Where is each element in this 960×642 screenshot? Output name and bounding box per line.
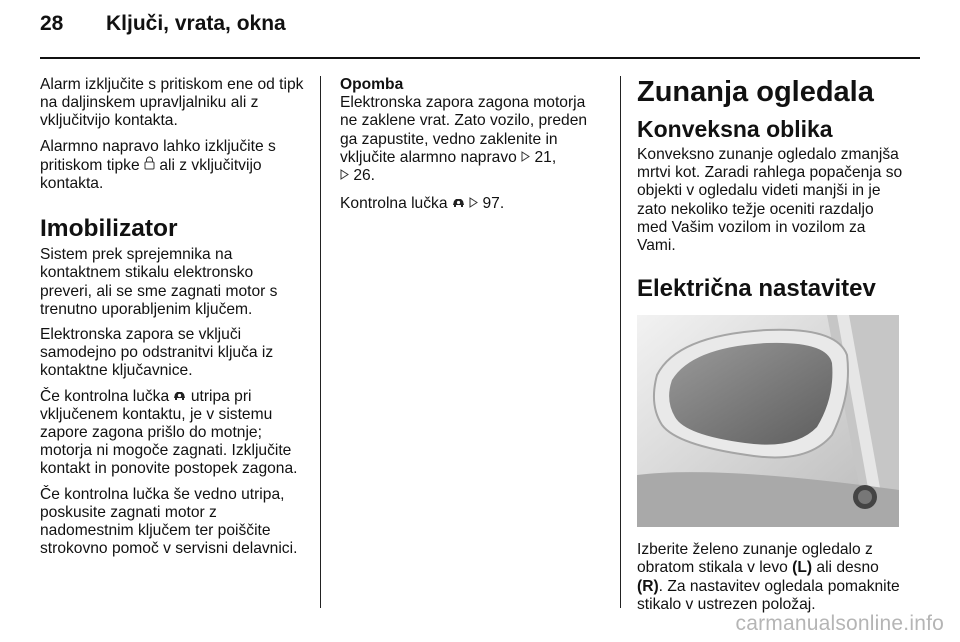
paragraph: Konveksno zunanje ogledalo zmanjša mrtvi kot. Zaradi rahlega popačenja so objekti v ogledalu videti manjši in je zato nekoliko težje oceniti razdaljo med Vašim vozilom in vozilom za Vami.: [637, 146, 903, 255]
section-heading: Električna nastavitev: [637, 275, 876, 303]
paragraph: Alarm izključite s pritiskom ene od tipk na daljinskem upravljalniku ali z vključitvijo kontakta.: [40, 76, 304, 130]
arrow-ref-icon: [340, 167, 349, 185]
section-heading: Konveksna oblika: [637, 116, 833, 142]
paragraph: Izberite želeno zunanje ogledalo z obratom stikala v levo (L) ali desno (R). Za nastavitev ogledala pomaknite stikalo v ustrezen položaj.: [637, 541, 900, 613]
column-divider-1: [320, 76, 321, 608]
column-right: [637, 76, 905, 621]
paragraph: Če kontrolna lučka utripa pri vključenem kontaktu, je v sistemu zapore zagona prišlo do motnje; motorja ni mogoče zagnati. Izključite kontakt in ponovite postopek zagona.: [40, 387, 298, 478]
paragraph: Sistem prek sprejemnika na kontaktnem stikalu elektronsko preveri, ali se sme zagnati motor s trenutno uporabljenim ključem.: [40, 246, 278, 318]
page-number: 28: [40, 12, 64, 35]
watermark[interactable]: carmanualsonline.info: [735, 612, 944, 635]
paragraph: Alarmno napravo lahko izključite s pritiskom tipke ali z vključitvijo kontakta.: [40, 137, 276, 193]
paragraph: Kontrolna lučka 97.: [340, 195, 505, 213]
note: Opomba Elektronska zapora zagona motorja ne zaklene vrat. Zato vozilo, preden ga zapustite, vedno zaklenite in vključite alarmno napravo 21, 26.: [340, 76, 605, 185]
header-rule: [40, 57, 920, 59]
paragraph: Elektronska zapora se vključi samodejno po odstranitvi ključa iz kontaktne ključavnice.: [40, 326, 274, 380]
right-label: (R): [637, 577, 659, 595]
section-heading: Imobilizator: [40, 215, 178, 243]
car-key-icon: [173, 388, 186, 406]
left-label: (L): [792, 559, 813, 577]
chapter-heading: Zunanja ogledala: [637, 76, 874, 108]
mirror-photo: [637, 315, 899, 527]
page-header: [40, 12, 920, 52]
car-key-icon: [452, 195, 465, 213]
column-left: [40, 76, 308, 565]
chapter-title: Ključi, vrata, okna: [106, 12, 286, 35]
column-divider-2: [620, 76, 621, 608]
paragraph: Če kontrolna lučka še vedno utripa, poskusite zagnati motor z nadomestnim ključem ter poiščite strokovno pomoč v servisni delavnici.: [40, 485, 298, 558]
lock-icon: [144, 156, 155, 175]
column-middle: [340, 76, 605, 220]
arrow-ref-icon: [469, 195, 478, 213]
arrow-ref-icon: [521, 149, 530, 167]
note-title: Opomba: [340, 76, 404, 93]
